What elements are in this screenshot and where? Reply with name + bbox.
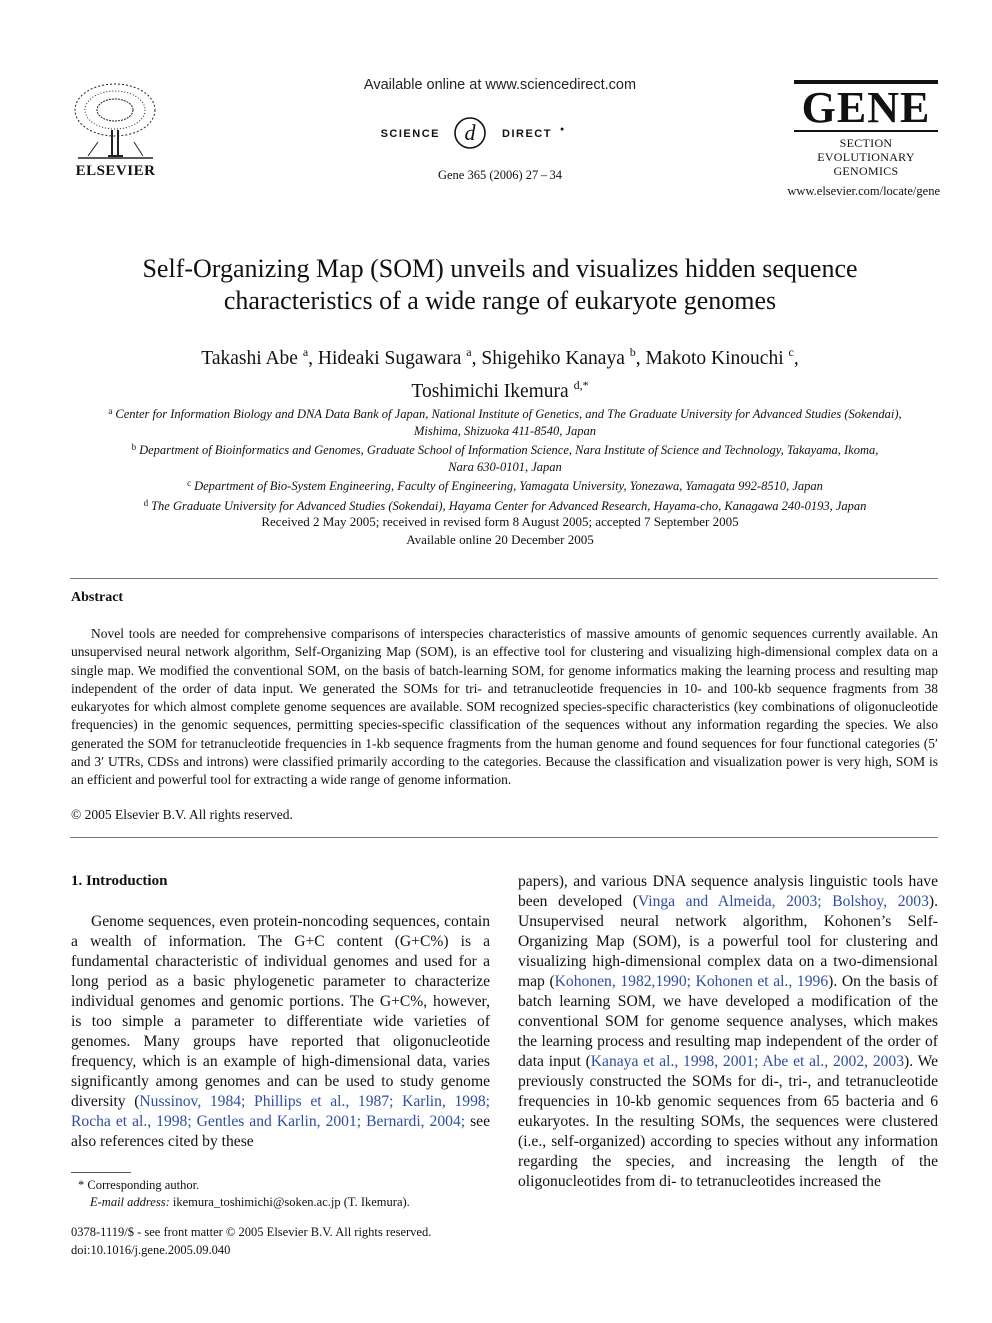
paragraph-text: Genome sequences, even protein-noncoding sequences, contain a wealth of information. The G+C content (G+C%) is a fundamental characteristic of individual genomes and used for a long period as a basic phylogenetic parameter to characterize individual genomes and genomic portions. The G+C%, however, is too simple a parameter to differentiate wide varieties of genomes. Many groups have reported that oligonucleotide frequency, which is an example of high-dimensional data, varies significantly among genomes and can be used to study genome diversity ( bbox=[71, 913, 490, 1110]
author-separator: , bbox=[471, 348, 482, 369]
citation-link[interactable]: Vinga and Almeida, 2003; Bolshoy, 2003 bbox=[637, 893, 929, 910]
doi-line[interactable]: doi:10.1016/j.gene.2005.09.040 bbox=[71, 1243, 231, 1257]
affiliations bbox=[70, 403, 940, 514]
affiliation-text: Department of Bioinformatics and Genomes, Graduate School of Information Science, Nara Institute of Science and Technology, Takayama, Ikoma, bbox=[139, 443, 879, 457]
affiliation-a-line2: Mishima, Shizuoka 411-8540, Japan bbox=[413, 423, 597, 438]
paragraph-text: ). On the basis of batch learning SOM, we have developed a modification of the conventional SOM for genome sequence analyses, which makes the learning process and resulting map independent of the order of data input ( bbox=[518, 973, 938, 1070]
affiliation-a bbox=[70, 403, 940, 423]
left-column bbox=[71, 912, 490, 1152]
author-affiliation-mark: d,* bbox=[573, 378, 589, 392]
journal-section-name: EVOLUTIONARY GENOMICS bbox=[817, 150, 915, 178]
affiliation-b-line2: Nara 630-0101, Japan bbox=[448, 459, 562, 474]
journal-section-label: SECTION bbox=[839, 136, 893, 150]
author-affiliation-mark: a bbox=[302, 345, 309, 359]
author-affiliation-mark: b bbox=[629, 345, 636, 359]
author-affiliation-mark: a bbox=[466, 345, 472, 359]
affiliation-mark: c bbox=[187, 478, 192, 488]
abstract-paragraph: Novel tools are needed for comprehensive comparisons of interspecies characteristics of massive amounts of genomic sequences currently available. An unsupervised neural network algorithm, Self-Organizing Map (SOM), is an effective tool for clustering and visualizing high-dimensional complex data on a single map. We modified the conventional SOM, on the basis of batch-learning SOM, for genome informatics making the learning process and resulting map independent of the order of data input. We generated the SOMs for tri- and tetranucleotide frequencies in 10- and 100-kb sequence fragments from 38 eukaryotes for which almost complete genome sequences are available. SOM recognized species-specific characteristics (key combinations of oligonucleotide frequencies) in the genomic sequences, permitting species-specific classification of the sequences without any information regarding the species. We also generated the SOM for tetranucleotide frequencies in 1-kb sequence fragments from the human genome and found sequences for four functional categories (5′ and 3′ UTRs, CDSs and introns) were classified primarily according to the categories. Because the classification and visualization power is very high, SOM is an efficient and powerful tool for extracting a wide range of genome information. bbox=[71, 626, 938, 788]
author-name[interactable]: Toshimichi Ikemura bbox=[411, 381, 569, 402]
affiliation-text: Center for Information Biology and DNA Data Bank of Japan, National Institute of Genetics, and The Graduate University for Advanced Studies (Sokendai), bbox=[115, 407, 902, 421]
journal-citation: Gene 365 (2006) 27 – 34 bbox=[437, 168, 563, 182]
affiliation-text: The Graduate University for Advanced Studies (Sokendai), Hayama Center for Advanced Research, Hayama-cho, Kanagawa 240-0193, Japan bbox=[151, 498, 867, 513]
author-name[interactable]: Makoto Kinouchi bbox=[645, 348, 784, 369]
title-line: Self-Organizing Map (SOM) unveils and visualizes hidden sequence bbox=[142, 254, 858, 283]
author-separator: , bbox=[635, 348, 646, 369]
received-dates: Received 2 May 2005; received in revised form 8 August 2005; accepted 7 September 2005 bbox=[261, 514, 739, 529]
citation-link[interactable]: Nussinov, 1984; Phillips et al., 1987; Karlin, 1998; Rocha et al., 1998; Gentles and Karlin, 2001; Bernardi, 2004; bbox=[71, 1093, 491, 1130]
divider bbox=[70, 837, 938, 838]
abstract-heading: Abstract bbox=[71, 590, 124, 605]
sciencedirect-logo bbox=[380, 113, 620, 153]
author-name[interactable]: Takashi Abe bbox=[201, 348, 298, 369]
paragraph-text: papers), and various DNA sequence analysis linguistic tools have been developed ( bbox=[518, 873, 938, 910]
body-paragraph bbox=[71, 912, 490, 1152]
available-online-text[interactable]: Available online at www.sciencedirect.com bbox=[363, 77, 637, 93]
right-column bbox=[518, 872, 938, 1192]
body-paragraph bbox=[518, 872, 938, 1192]
publisher-name: ELSEVIER bbox=[75, 163, 156, 179]
divider bbox=[70, 578, 938, 579]
author-list bbox=[90, 339, 910, 405]
sd-logo-left: SCIENCE bbox=[380, 128, 440, 140]
journal-logo bbox=[794, 80, 938, 178]
author-separator: , bbox=[793, 348, 799, 369]
sd-logo-right: DIRECT bbox=[502, 128, 552, 140]
affiliation-mark: d bbox=[143, 497, 149, 508]
citation-link[interactable]: Kanaya et al., 1998, 2001; Abe et al., 2002, 2003 bbox=[590, 1053, 905, 1070]
affiliation-text: Department of Bio-System Engineering, Faculty of Engineering, Yamagata University, Yonezawa, Yamagata 992-8510, Japan bbox=[194, 479, 823, 493]
issn-line: 0378-1119/$ - see front matter © 2005 Elsevier B.V. All rights reserved. bbox=[71, 1225, 432, 1239]
affiliation-mark: b bbox=[131, 442, 137, 452]
paragraph-text: see also references cited by these bbox=[71, 1113, 490, 1150]
svg-text:d: d bbox=[464, 120, 476, 145]
article-title bbox=[90, 253, 910, 317]
paragraph-text: ). Unsupervised neural network algorithm, Kohonen’s Self-Organizing Map (SOM), is a powerful tool for clustering and visualizing high-dimensional complex data on a two-dimensional map ( bbox=[518, 893, 938, 990]
paragraph-text: ). We previously constructed the SOMs for di-, tri-, and tetranucleotide frequencies in 10-kb genomic sequences from 65 bacteria and 6 eukaryotes. In the resulting SOMs, the sequences were clustered (i.e., self-organized) according to species without any information regarding the species, and increasing the length of the oligonucleotides from di- to tetranucleotides increased the bbox=[518, 1053, 938, 1190]
affiliation-d bbox=[70, 495, 940, 515]
footnote-rule bbox=[71, 1172, 131, 1173]
available-date: Available online 20 December 2005 bbox=[406, 531, 594, 547]
affiliation-b bbox=[70, 439, 940, 459]
author-name[interactable]: Shigehiko Kanaya bbox=[481, 348, 625, 369]
journal-url[interactable]: www.elsevier.com/locate/gene bbox=[787, 184, 940, 198]
email-address[interactable]: ikemura_toshimichi@soken.ac.jp (T. Ikemura). bbox=[172, 1195, 410, 1209]
email-label: E-mail address: bbox=[90, 1195, 170, 1209]
citation-link[interactable]: Kohonen, 1982,1990; Kohonen et al., 1996 bbox=[554, 973, 829, 990]
abstract-body bbox=[71, 625, 938, 790]
title-line: characteristics of a wide range of eukaryote genomes bbox=[223, 286, 777, 315]
svg-text:●: ● bbox=[560, 126, 565, 133]
author-separator: , bbox=[308, 348, 318, 369]
journal-name: GENE bbox=[794, 80, 938, 132]
abstract-copyright: © 2005 Elsevier B.V. All rights reserved. bbox=[71, 807, 293, 822]
article-dates bbox=[90, 513, 910, 548]
author-name[interactable]: Hideaki Sugawara bbox=[317, 348, 462, 369]
footnote bbox=[78, 1177, 410, 1211]
affiliation-c bbox=[70, 475, 940, 495]
author-affiliation-mark: c bbox=[788, 345, 794, 359]
section-heading-introduction: 1. Introduction bbox=[71, 873, 168, 889]
affiliation-mark: a bbox=[108, 406, 113, 416]
front-matter bbox=[71, 1223, 431, 1259]
corresponding-author-note: * Corresponding author. bbox=[78, 1178, 200, 1192]
